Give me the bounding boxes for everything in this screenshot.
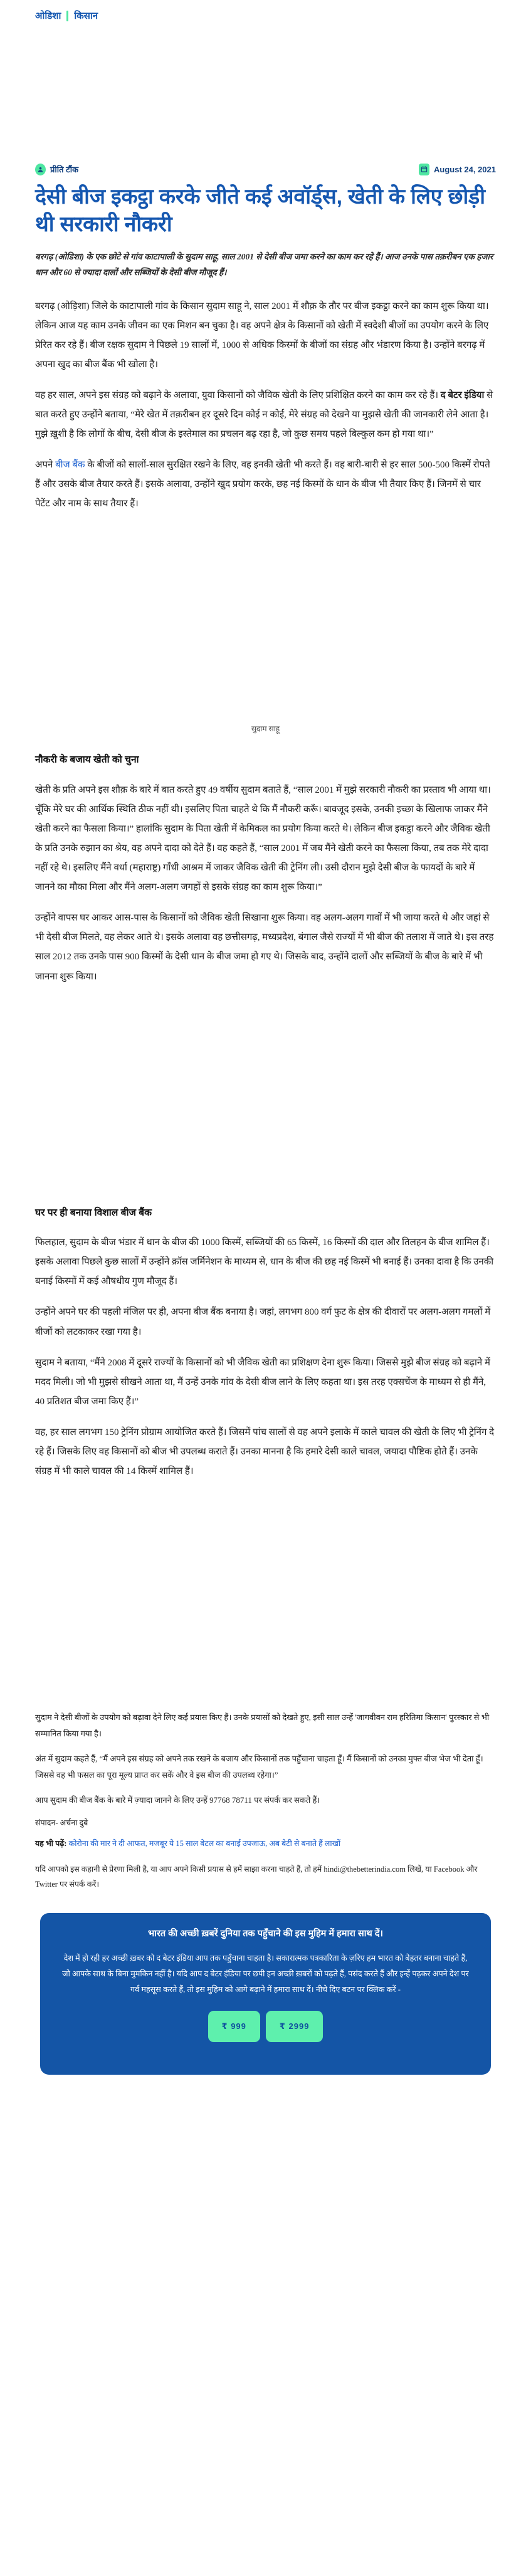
paragraph-3-part-a: अपने	[35, 460, 56, 471]
also-read-label: यह भी पढ़ें:	[35, 1838, 69, 1848]
paragraph-11: अंत में सुदाम कहते हैं, “मैं अपने इस संग्रह को अपने तक रखने के बजाय और किसानों तक पहुँचाना चाहता हूँ। मैं किसानों को उनका मुफ्त बीज भेज भी देता हूँ। जिससे वह भी फसल का पूरा मूल्य प्राप्त कर सकें और वे इस बीज की उपलब्ध रहेगा।”	[35, 1753, 483, 1780]
article-meta	[35, 164, 496, 175]
paragraph-2	[35, 386, 496, 444]
breadcrumb	[35, 0, 496, 23]
article-figure-3	[35, 1496, 496, 1703]
seed-bank-link[interactable]: बीज बैंक	[55, 460, 85, 471]
breadcrumb-separator-icon	[66, 11, 68, 21]
contact-note-text: यदि आपको इस कहानी से प्रेरणा मिली है, या आप अपने किसी प्रयास से हमें साझा करना चाहते हैं, तो हमें hindi@thebetterindia.com लिखें, या Facebook और Twitter पर संपर्क करें।	[35, 1864, 478, 1889]
paragraph-4: खेती के प्रति अपने इस शौक़ के बारे में बात करते हुए 49 वर्षीय सुदाम बताते हैं, “साल 2001 में मुझे सरकारी नौकरी का प्रस्ताव भी आया था। चूँकि मेरे घर की आर्थिक स्थिति ठीक नहीं थी। इसलिए पिता चाहते थे कि मैं नौकरी करूँ। बावजूद इसके, उनकी इच्छा के खिलाफ जाकर मैंने खेती करने का फैसला किया।” हालांकि सुदाम के पिता खेती में केमिकल का प्रयोग किया करते थे। लेकिन बीज इकट्ठा करने और जैविक खेती के प्रति उनके रुझान का श्रेय, वह अपने दादा को देते हैं। वह कहते हैं, “साल 2001 में जब मैंने खेती करने का फैसला किया, तब तक मेरे दादा नहीं रहे थे। इसलिए मैंने वर्धा (महाराष्ट्र) गाँधी आश्रम में जाकर जैविक खेती की ट्रेनिंग ली। उसी दौरान मुझे देसी बीज के फायदों के बारे में जानने का मौका मिला और मैंने अलग-अलग जगहों से इसके संग्रह का काम शुरू किया।”	[35, 785, 491, 893]
figure-1-caption: सुदाम साहू	[251, 724, 280, 734]
author-name: प्रीति टौंक	[50, 165, 79, 174]
paragraph-9: वह, हर साल लगभग 150 ट्रेनिंग प्रोग्राम आयोजित करते हैं। जिसमें पांच सालों से वह अपने इलाके में काले चावल की खेती के लिए भी ट्रेनिंग दे रहे हैं। जिसके लिए वह किसानों को बीज भी उपलब्ध कराते हैं। उनका मानना है कि हमारे देसी काले चावल, जयादा पौष्टिक होते हैं। उनके संग्रह में भी काले चावल की 14 किस्में शामिल हैं।	[35, 1427, 495, 1476]
brand-name: द बेटर इंडिया	[440, 390, 485, 400]
cta-title: भारत की अच्छी ख़बरें दुनिया तक पहुँचाने की इस मुहिम में हमारा साथ दें।	[148, 1929, 383, 1939]
section-heading-1: नौकरी के बजाय खेती को चुना	[35, 754, 139, 766]
cta-body: देश में हो रही हर अच्छी ख़बर को द बेटर इंडिया आप तक पहुँचाना चाहता है। सकारात्मक पत्रकारिता के ज़रिए हम भारत को बेहतर बनाना चाहते हैं, जो आपके साथ के बिना मुमकिन नहीं है। यदि आप द बेटर इंडिया पर छपी इन अच्छी ख़बरों को पढ़ते हैं, पसंद करते हैं और इन्हें पढ़कर अपने देश पर गर्व महसूस करते हैं, तो इस मुहिम को आगे बढ़ाने में हमारा साथ दें। नीचे दिए बटन पर क्लिक करें -	[62, 1953, 469, 1995]
also-read-link[interactable]: कोरोना की मार ने दी आफत, मजबूर ये 15 साल बेटल का बनाई उपजाऊ, अब बेटी से बनाते हैं लाखों	[68, 1838, 341, 1848]
paragraph-3-part-b: के बीजों को सालों-साल सुरक्षित रखने के लिए, वह इनकी खेती भी करते हैं। वह बारी-बारी से हर साल 500-500 किस्में रोपते हैं और उसके बीज तैयार करते हैं। इसके अलावा, उन्होंने खुद प्रयोग करके, छह नई किस्मों के धान के बीज भी तैयार किए हैं। जिनमें से चार पेटेंट और नाम के साथ तैयार हैं।	[35, 460, 490, 509]
author-avatar-icon	[35, 164, 46, 175]
paragraph-2-part-c: से बात करते हुए उन्होंने बताया, “मेरे खेत में तक़रीबन हर दूसरे दिन कोई न कोई, मेरे संग्रह को देखने या मुझसे खेती की जानकारी लेने आता है। मुझे ख़ुशी है कि लोगों के बीच, देसी बीज के इस्तेमाल का प्रचलन बढ़ रहा है, जो कुछ समय पहले बिल्कुल कम हो गया था।”	[35, 390, 493, 440]
donate-999-button[interactable]: ₹ 999	[208, 2011, 260, 2042]
article-body	[35, 297, 496, 1892]
publish-date: August 24, 2021	[434, 164, 496, 174]
date-meta	[419, 164, 496, 175]
breadcrumb-item-state[interactable]: ओडिशा	[35, 11, 61, 21]
section-heading-2: घर पर ही बनाया विशाल बीज बैंक	[35, 1207, 152, 1218]
paragraph-6: फिलहाल, सुदाम के बीज भंडार में धान के बीज की 1000 किस्में, सब्जियों की 65 किस्में, 16 किस्मों की दाल और तिलहन के बीज शामिल हैं। इसके अलावा पिछले कुछ सालों में उन्होंने क्रॉस जर्मिनेशन के माध्यम से, धान के बीज की छह नई किस्में भी बनाई हैं। उनका दावा है कि उनकी बनाई किस्मों में कई औषधीय गुण मौजूद हैं।	[35, 1238, 494, 1287]
donate-2999-button[interactable]: ₹ 2999	[266, 2011, 323, 2042]
editor-credit: संपादन- अर्चना दुबे	[35, 1818, 88, 1827]
paragraph-7: उन्होंने अपने घर की पहली मंजिल पर ही, अपना बीज बैंक बनाया है। जहां, लगभग 800 वर्ग फुट के क्षेत्र की दीवारों पर अलग-अलग गमलों में बीजों को लटकाकर रखा गया है।	[35, 1307, 491, 1337]
paragraph-2-part-a: वह हर साल, अपने इस संग्रह को बढ़ाने के अलावा, युवा किसानों को जैविक खेती के लिए प्रशिक्षित करने का काम कर रहे हैं।	[35, 390, 441, 400]
article-standfirst: बरगढ़ (ओडिशा) के एक छोटे से गांव काटापाली के सुदाम साहू, साल 2001 से देसी बीज जमा करने का काम कर रहे हैं। आज उनके पास तक़रीबन एक हजार धान और 60 से ज्यादा दालों और सब्जियों के देसी बीज मौजूद हैं।	[35, 251, 493, 277]
support-cta-box	[40, 1913, 491, 2074]
author-meta[interactable]	[35, 164, 78, 175]
paragraph-3	[35, 456, 496, 514]
figure-1-image	[35, 529, 496, 717]
calendar-icon	[419, 164, 429, 175]
cta-button-group	[61, 2011, 470, 2042]
paragraph-8: सुदाम ने बताया, “मैंने 2008 में दूसरे राज्यों के किसानों को भी जैविक खेती का प्रशिक्षण देना शुरू किया। जिससे मुझे बीज संग्रह को बढ़ाने में मदद मिली। जो भी मुझसे सीखने आता था, मैं उन्हें उनके गांव के देसी बीज लाने के लिए कहता था। इस तरह एक्सचेंज के माध्यम से ही मैंने, 40 प्रतिशत बीज जमा किए हैं।”	[35, 1357, 490, 1407]
paragraph-10: सुदाम ने देसी बीजों के उपयोग को बढ़ावा देने लिए कई प्रयास किए हैं। उनके प्रयासों को देखते हुए, इसी साल उन्हें 'जागवीवन राम हरितिमा किसान' पुरस्कार से भी सम्मानित किया गया है।	[35, 1712, 490, 1738]
figure-2-image	[35, 1002, 496, 1187]
article-figure-2	[35, 1002, 496, 1187]
paragraph-12: आप सुदाम की बीज बैंक के बारे में ज़्यादा जानने के लिए उन्हें 97768 78711 पर संपर्क कर सकते हैं।	[35, 1795, 320, 1805]
figure-3-image	[35, 1496, 496, 1703]
paragraph-1: बरगढ़ (ओड़िशा) जिले के काटापाली गांव के किसान सुदाम साहू ने, साल 2001 में शौक़ के तौर पर बीज इकट्ठा करने का काम शुरू किया था। लेकिन आज यह काम उनके जीवन का एक मिशन बन चुका है। वह अपने क्षेत्र के किसानों को खेती में स्वदेशी बीजों का उपयोग करने के लिए प्रेरित कर रहे हैं। बीज रक्षक सुदाम ने पिछले 19 सालों में, 1000 से अधिक किस्मों के बीजों का संग्रह और भंडारण किया है। उन्होंने बरगढ़ में अपना खुद का बीज बैंक भी खोला है।	[35, 301, 489, 370]
page-title: देसी बीज इकट्ठा करके जीते कई अवॉर्ड्स, खेती के लिए छोड़ी थी सरकारी नौकरी	[35, 184, 485, 236]
contact-note	[35, 1862, 496, 1892]
breadcrumb-item-category[interactable]: किसान	[74, 11, 98, 21]
paragraph-5: उन्होंने वापस घर आकर आस-पास के किसानों को जैविक खेती सिखाना शुरू किया। वह अलग-अलग गावों में भी जाया करते थे और जहां से भी देसी बीज मिलते, वह लेकर आते थे। इसके अलावा वह छत्तीसगढ़, मध्यप्रदेश, बंगाल जैसे राज्यों में भी बीज की तलाश में जाते थे। इस तरह साल 2012 तक उनके पास 900 किस्मों के देसी धान के बीज जमा हो गए थे। जिसके बाद, उन्होंने दालों और सब्जियों के बीज के बारे में भी जानना शुरू किया।	[35, 913, 494, 982]
also-read-line	[35, 1837, 496, 1852]
article-figure-1	[35, 529, 496, 734]
article-closing	[35, 1709, 496, 1892]
